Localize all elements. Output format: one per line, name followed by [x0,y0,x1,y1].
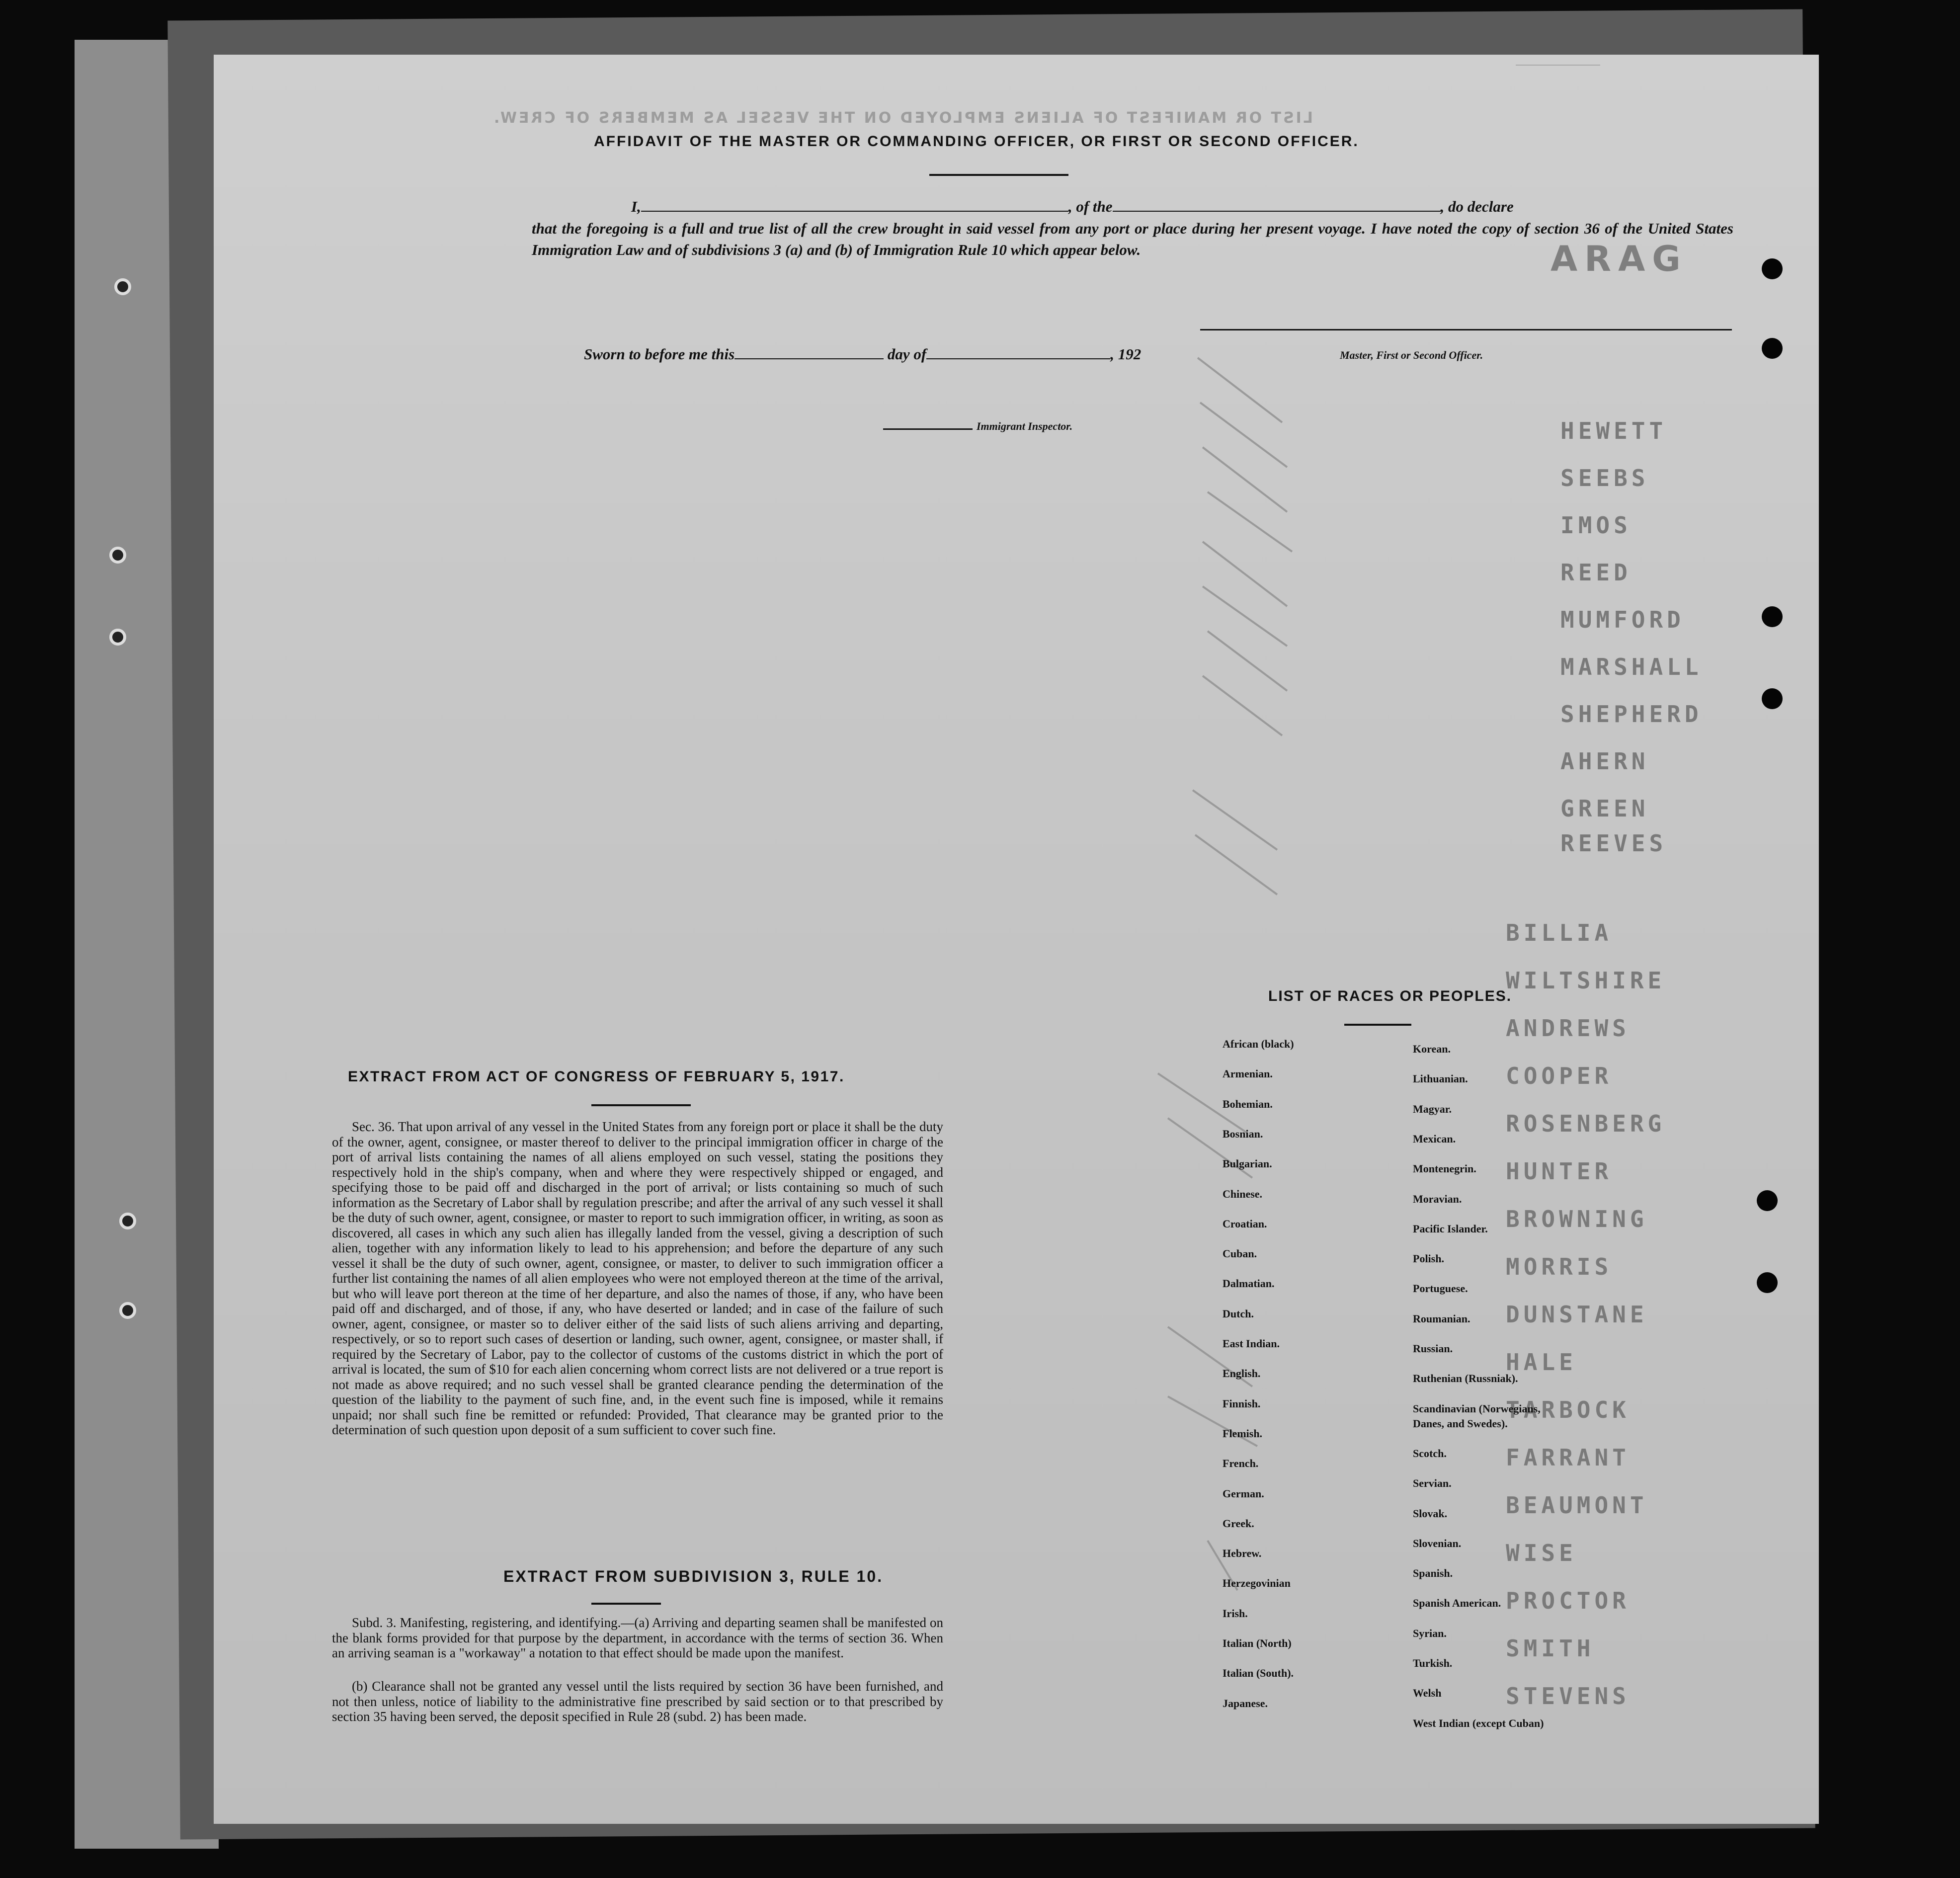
race-left-item: Croatian. [1223,1217,1267,1230]
punch-hole [1762,338,1783,359]
race-right-item: Magyar. [1413,1102,1452,1115]
handwritten-ticks [214,55,1819,1824]
race-left-item: Bohemian. [1223,1097,1273,1110]
races-title: LIST OF RACES OR PEOPLES. [1268,988,1512,1004]
crew-name-bleed: ROSENBERG [1506,1110,1666,1137]
corner-stamp [1516,65,1600,95]
crew-name-bleed: BILLIA [1506,919,1613,946]
master-name-field[interactable] [641,198,1068,212]
binder-hole [119,1302,136,1319]
affidavit-i-label: I, [631,198,641,215]
crew-name-bleed: IMOS [1560,512,1632,539]
crew-name-bleed: ANDREWS [1506,1015,1630,1042]
race-left-item: Italian (South). [1223,1667,1294,1680]
rule-extract-title: EXTRACT FROM SUBDIVISION 3, RULE 10. [503,1567,884,1585]
crew-name-bleed: MARSHALL [1560,653,1703,680]
affidavit-declaration-line [631,198,1514,216]
inspector-label: Immigrant Inspector. [977,420,1073,432]
crew-name-bleed: WISE [1506,1540,1577,1566]
race-right-item: Moravian. [1413,1192,1462,1205]
punch-hole [1757,1272,1778,1293]
affidavit-of-label: , of the [1068,198,1113,215]
race-right-item: Welsh [1413,1687,1442,1700]
race-left-item: African (black) [1223,1038,1294,1050]
race-left-item: Chinese. [1223,1187,1263,1200]
race-right-item: Portuguese. [1413,1282,1468,1295]
race-right-item: Danes, and Swedes). [1413,1417,1508,1430]
crew-name-bleed: HALE [1506,1349,1577,1376]
inspector-signature-line[interactable] [883,428,973,430]
crew-name-bleed: REED [1560,559,1632,586]
race-left-item: Herzegovinian [1223,1577,1291,1590]
race-right-item: Slovenian. [1413,1537,1462,1550]
race-right-item: Ruthenian (Russniak). [1413,1372,1518,1385]
race-right-item: Polish. [1413,1252,1444,1265]
section-36-text: Sec. 36. That upon arrival of any vessel in the United States from any foreign port or place it shall be the duty of the owner, agent, consignee, or master thereof to deliver to the principal immigration officer in charge of the port of arrival lists containing the names of all aliens employed on such vessel, stating the positions they respectively hold in the ship's company, when and where they were respectively shipped or engaged, and specifying those to be paid off and discharged in the port of arrival; or lists containing so much of such information as the Secretary of Labor shall by regulation prescribe; and after the arrival of any such vessel it shall be the duty of such owner, agent, consignee, or master to report to such immigration officer, in writing, as soon as discovered, all cases in which any such alien has illegally landed from the vessel, giving a description of such alien, together with any information likely to lead to his apprehension; and before the departure of any such vessel it shall be the duty of such owner, agent, consignee, or master, to deliver to such immigration officer a further list containing the names of all alien employees who were not employed thereon at the time of the arrival, but who will leave port thereon at the time of her departure, and also the names of those, if any, who have been paid off and discharged, and of those, if any, who have deserted or landed; and in case of the failure of such owner, agent, consignee, or master so to deliver either of the said lists of such aliens arriving and departing, respectively, or so to report such cases of desertion or landing, such owner, agent, consignee, or master shall, if required by the Secretary of Labor, pay to the collector of customs of the customs district in which the port of arrival is located, the sum of $10 for each alien concerning whom correct lists are not delivered or a true report is not made as above required; and no such vessel shall be granted clearance pending the determination of the question of the liability to the payment of such fine, and, in the event such fine is imposed, while it remains unpaid; nor shall such fine be remitted or refunded: Provided, That clearance may be granted prior to the determination of such question upon deposit of a sum sufficient to cover such fine. [332,1119,943,1437]
race-right-item: West Indian (except Cuban) [1413,1716,1544,1729]
sworn-month-field[interactable] [926,345,1110,359]
affidavit-declare-label: , do declare [1440,198,1514,215]
sworn-line [584,345,1141,363]
punch-hole [1762,258,1783,279]
affidavit-title-rule [929,174,1068,176]
affidavit-title: AFFIDAVIT OF THE MASTER OR COMMANDING OFFICER, OR FIRST OR SECOND OFFICER. [594,133,1359,150]
signature-label: Master, First or Second Officer. [1340,349,1483,361]
binder-hole [119,1213,136,1229]
race-left-item: Irish. [1223,1607,1248,1620]
race-left-item: Bulgarian. [1223,1157,1272,1170]
race-left-item: Dutch. [1223,1307,1254,1320]
race-right-item: Scotch. [1413,1447,1447,1460]
race-left-item: Dalmatian. [1223,1277,1275,1290]
vessel-name-bleed: ARAG [1551,239,1688,279]
punch-hole [1762,606,1783,627]
affidavit-body: that the foregoing is a full and true list of all the crew brought in said vessel from any port or place during her present voyage. I have noted the copy of section 36 of the United States Immigration Law and of subdivisions 3 (a) and (b) of Immigration Rule 10 which appear below. [532,220,1733,258]
race-left-item: East Indian. [1223,1337,1280,1350]
year-label: , 192 [1110,345,1142,363]
binder-hole [109,629,126,646]
race-left-item: English. [1223,1367,1261,1380]
mirrored-header-bleed: LIST OR MANIFEST OF ALIENS EMPLOYED ON THE VESSEL AS MEMBERS OF CREW. [492,109,1313,127]
crew-name-bleed: SMITH [1506,1635,1595,1662]
race-left-item: Hebrew. [1223,1547,1262,1560]
race-right-item: Pacific Islander. [1413,1222,1488,1235]
punch-hole [1757,1190,1778,1211]
race-right-item: Russian. [1413,1342,1453,1355]
crew-name-bleed: MORRIS [1506,1253,1613,1280]
race-left-item: Bosnian. [1223,1127,1263,1140]
vessel-name-field[interactable] [1113,198,1441,212]
crew-name-bleed: BROWNING [1506,1206,1648,1232]
race-left-item: Greek. [1223,1517,1254,1530]
race-right-item: Mexican. [1413,1132,1456,1145]
crew-name-bleed: REEVES [1560,830,1667,857]
crew-name-bleed: WILTSHIRE [1506,967,1666,994]
day-of-label: day of [887,345,927,363]
race-right-item: Syrian. [1413,1627,1447,1639]
race-left-item: German. [1223,1487,1264,1500]
congress-extract-title: EXTRACT FROM ACT OF CONGRESS OF FEBRUARY 5, 1917. [348,1068,845,1085]
race-left-item: Finnish. [1223,1397,1261,1410]
race-right-item: Lithuanian. [1413,1072,1468,1085]
race-left-item: Flemish. [1223,1427,1263,1440]
race-right-item: Servian. [1413,1477,1452,1490]
crew-name-bleed: TARBOCK [1506,1396,1630,1423]
race-left-item: Cuban. [1223,1247,1257,1260]
rule-para-b: (b) Clearance shall not be granted any vessel until the lists required by section 36 have been furnished, and not then unless, notice of liability to the administrative fine prescribed by said section or to that prescribed by section 35 having been served, the deposit specified in Rule 28 (subd. 2) has been made. [332,1679,943,1724]
crew-name-bleed: FARRANT [1506,1444,1630,1471]
crew-name-bleed: DUNSTANE [1506,1301,1648,1328]
crew-name-bleed: AHERN [1560,748,1649,775]
signature-line[interactable] [1200,329,1732,330]
crew-name-bleed: SEEBS [1560,465,1649,491]
race-left-item: French. [1223,1457,1259,1470]
race-right-item: Slovak. [1413,1507,1448,1520]
crew-name-bleed: MUMFORD [1560,606,1685,633]
race-right-item: Turkish. [1413,1657,1453,1669]
crew-name-bleed: BEAUMONT [1506,1492,1648,1519]
crew-name-bleed: SHEPHERD [1560,701,1703,728]
punch-hole [1762,688,1783,709]
crew-name-bleed: PROCTOR [1506,1587,1630,1614]
crew-name-bleed: COOPER [1506,1062,1613,1089]
race-left-item: Armenian. [1223,1067,1273,1080]
race-right-item: Scandinavian (Norwegians, [1413,1402,1541,1415]
rule-para-a: Subd. 3. Manifesting, registering, and identifying.—(a) Arriving and departing seamen shall be manifested on the blank forms provided for that purpose by the department, in accordance with the terms of section 36. When an arriving seaman is a "workaway" a notation to that effect should be made upon the manifest. [332,1615,943,1660]
race-right-item: Spanish. [1413,1567,1453,1580]
sworn-day-field[interactable] [735,345,884,359]
sworn-label: Sworn to before me this [584,345,735,363]
race-right-item: Spanish American. [1413,1597,1501,1610]
crew-name-bleed: STEVENS [1506,1683,1630,1710]
race-left-item: Italian (North) [1223,1637,1292,1649]
crew-name-bleed: HUNTER [1506,1158,1613,1185]
binder-hole [114,278,131,295]
rule-title-rule [591,1603,661,1605]
race-right-item: Roumanian. [1413,1312,1470,1325]
binder-hole [109,547,126,564]
race-right-item: Montenegrin. [1413,1162,1476,1175]
race-left-item: Japanese. [1223,1697,1268,1710]
congress-title-rule [591,1104,691,1106]
crew-name-bleed: HEWETT [1560,417,1667,444]
races-title-rule [1344,1024,1411,1026]
race-right-item: Korean. [1413,1043,1451,1055]
crew-name-bleed: GREEN [1560,795,1649,822]
manifest-page [214,55,1819,1824]
